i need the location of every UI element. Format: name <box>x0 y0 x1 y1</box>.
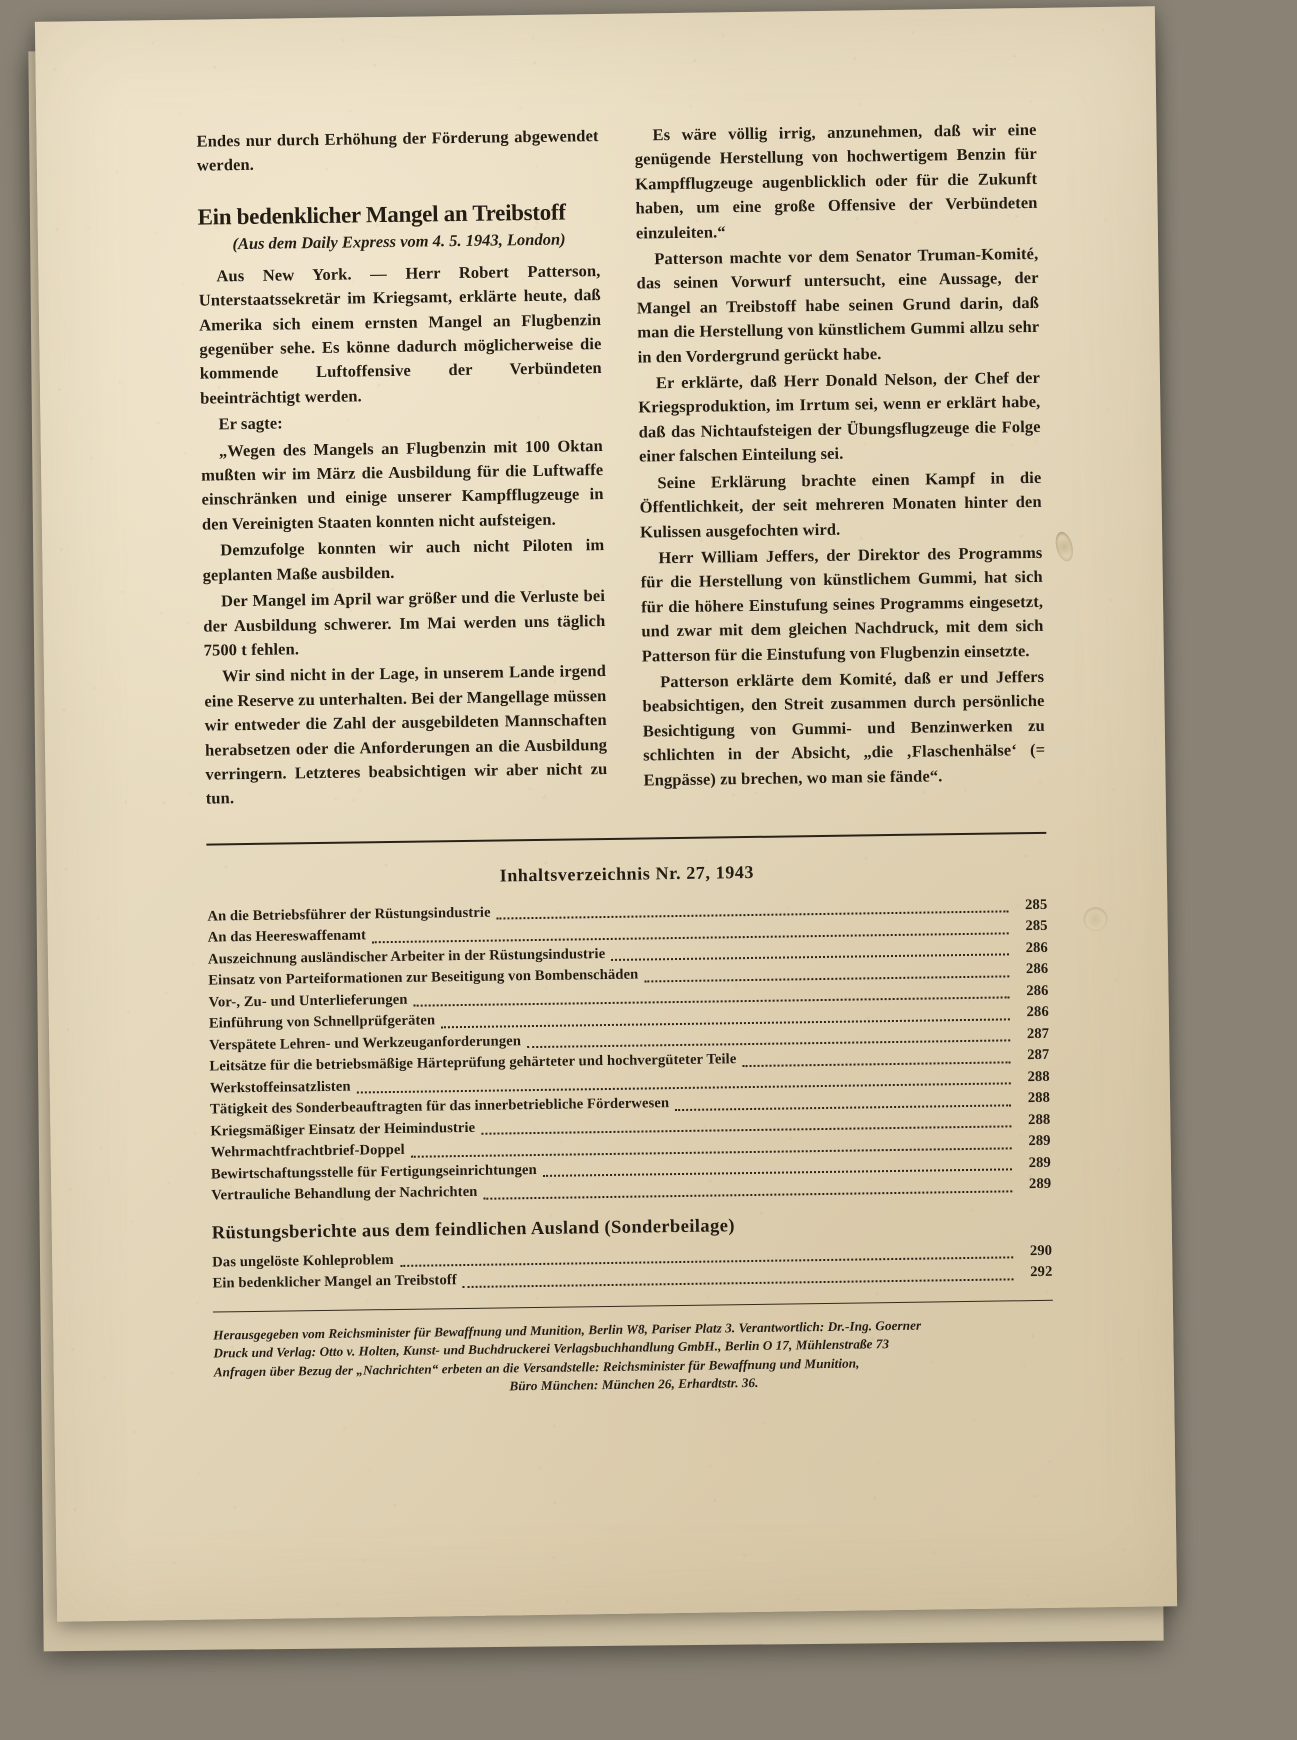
toc-entry-page: 286 <box>1026 1004 1049 1021</box>
toc-entry-label: Leitsätze für die betriebsmäßige Härteprüfung gehärteter und hochvergüteter Teile <box>209 1051 737 1075</box>
toc-entry-label: Werkstoffeinsatzlisten <box>209 1078 351 1097</box>
punch-hole-upper <box>1053 530 1076 563</box>
toc-entry-page: 286 <box>1025 939 1049 956</box>
toc-entry-label: Wehrmachtfrachtbrief-Doppel <box>210 1142 405 1161</box>
paragraph: Seine Erklärung brachte einen Kampf in die Öffentlichkeit, der seit mehreren Monaten hinter den Kulissen ausgefochten wird. <box>639 467 1042 541</box>
toc-entry-label: Vor-, Zu- und Unterlieferungen <box>208 991 408 1011</box>
toc-entry-page: 286 <box>1026 982 1049 999</box>
article-title: Ein bedenklicher Mangel an Treibstoff <box>197 199 566 230</box>
page-content <box>196 118 1054 1400</box>
toc-title: Inhaltsverzeichnis Nr. 27, 1943 <box>499 861 755 886</box>
paragraph: Aus New York. — Herr Robert Patterson, Unterstaatssekretär im Kriegsamt, erklärte heute, daß Amerika sich einem ernsten Mangel an Flugbenzin gegenüber sehe. Es könne dadurch möglicherweise die kommende Luftoffensive der Verbündeten beeinträchtigt werden. <box>198 260 602 408</box>
toc-entry-label: An das Heereswaffenamt <box>207 927 367 946</box>
toc-entry-page: 287 <box>1026 1025 1050 1042</box>
toc-leader-dots <box>675 1104 1011 1111</box>
continuation-paragraph: Endes nur durch Erhöhung der Förderung abgewendet werden. <box>196 126 599 176</box>
paragraph: Er sagte: <box>218 413 283 434</box>
toc-entry-page: 288 <box>1027 1090 1051 1107</box>
imprint-line-publisher: Herausgegeben vom Reichsminister für Bewaffnung und Munition, Berlin W8, Pariser Platz 3. Verantwortlich: Dr.-Ing. Goerner <box>213 1317 922 1343</box>
toc-entry-label: Das ungelöste Kohleproblem <box>212 1251 394 1271</box>
punch-hole-lower <box>1083 907 1107 931</box>
divider-above-toc <box>206 832 1046 846</box>
paragraph: Demzufolge konnten wir auch nicht Piloten im geplanten Maße ausbilden. <box>202 535 605 585</box>
toc-entry-page: 289 <box>1028 1133 1051 1150</box>
paragraph: Er erklärte, daß Herr Donald Nelson, der Chef der Kriegsproduktion, im Irrtum sei, wenn er erklärt habe, daß das Nichtaufsteigen der Übungsflugzeuge die Folge einer falschen Einteilung sei. <box>638 367 1041 466</box>
right-column <box>634 118 1046 807</box>
toc-entry-page: 288 <box>1027 1068 1050 1085</box>
toc-entry-label: Bewirtschaftungsstelle für Fertigungseinrichtungen <box>210 1161 537 1183</box>
toc-entry-label: Einsatz von Parteiformationen zur Beseitigung von Bombenschäden <box>208 966 639 989</box>
imprint-line-office: Büro München: München 26, Erhardtstr. 36. <box>509 1374 759 1394</box>
toc-entry-label: Vertrauliche Behandlung der Nachrichten <box>211 1184 478 1204</box>
toc-entry-label: Einführung von Schnellprüfgeräten <box>208 1012 436 1032</box>
article-columns <box>196 118 1045 813</box>
toc-entry-label: Kriegsmäßiger Einsatz der Heimindustrie <box>210 1119 476 1140</box>
paragraph: Patterson erklärte dem Komité, daß er und Jeffers beabsichtigen, den Streit zusammen durch persönliche Besichtigung von Gummi- und Benzinwerken zu schlichten in der Absicht, „die ‚Flaschenhälse‘ (= Engpässe) zu brechen, wo man sie fände“. <box>642 666 1046 790</box>
table-of-contents <box>206 832 1052 1296</box>
toc-section-title: Rüstungsberichte aus dem feindlichen Ausland (Sonderbeilage) <box>211 1215 735 1244</box>
article-source: (Aus dem Daily Express vom 4. 5. 1943, London) <box>232 229 566 253</box>
toc-entry-page: 289 <box>1028 1154 1052 1171</box>
toc-entry-page: 285 <box>1024 896 1048 913</box>
toc-entry-label: Verspätete Lehren- und Werkzeuganforderungen <box>209 1032 522 1054</box>
toc-entry-page: 289 <box>1028 1176 1052 1193</box>
document-sheet <box>35 6 1177 1621</box>
paragraph: Wir sind nicht in der Lage, in unserem Lande irgend eine Reserve zu unterhalten. Bei der Mangellage müssen wir entweder die Zahl der ausgebildeten Mannschaften herabsetzen oder die Anforderungen an die Ausbildung verringern. Letzteres beabsichtigen wir aber nicht zu tun. <box>204 661 608 808</box>
toc-entry-label: Ein bedenklicher Mangel an Treibstoff <box>212 1272 457 1292</box>
toc-entry-page: 287 <box>1027 1047 1050 1064</box>
paragraph: Herr William Jeffers, der Direktor des Programms für die Herstellung von künstlichem Gummi, hat sich für die höhere Einstufung seines Programms eingesetzt, und zwar mit dem gleichen Nachdruck, mit dem sich Patterson für die Einstufung von Flugbenzin einsetzte. <box>640 542 1044 666</box>
toc-leader-dots <box>484 1190 1013 1199</box>
toc-leader-dots <box>742 1061 1010 1067</box>
toc-entry-page: 292 <box>1030 1264 1053 1281</box>
imprint-block <box>213 1315 1054 1400</box>
left-column <box>196 124 608 813</box>
toc-entry-page: 285 <box>1025 918 1048 935</box>
toc-entry-page: 290 <box>1029 1242 1053 1259</box>
toc-entry-page: 286 <box>1025 961 1049 978</box>
imprint-line-subscription: Anfragen über Bezug der „Nachrichten“ erbeten an die Versandstelle: Reichsminister für Bewaffnung und Munition, <box>213 1355 860 1380</box>
toc-entry-page: 288 <box>1027 1111 1051 1128</box>
paragraph: Der Mangel im April war größer und die Verluste bei der Ausbildung schwerer. Im Mai werden uns täglich 7500 t fehlen. <box>203 586 606 660</box>
toc-entry-label: An die Betriebsführer der Rüstungsindustrie <box>207 904 491 925</box>
paragraph: Es wäre völlig irrig, anzunehmen, daß wir eine genügende Herstellung von hochwertigem Benzin für Kampfflugzeuge augenblicklich oder für die Zukunft haben, um eine große Offensive der Verbündeten einzuleiten.“ <box>634 119 1038 243</box>
imprint-line-printer: Druck und Verlag: Otto v. Holten, Kunst- und Buchdruckerei Verlagsbuchhandlung GmbH., Berlin O 17, Mühlenstraße 73 <box>213 1336 890 1361</box>
toc-entry-label: Tätigkeit des Sonderbeauftragten für das innerbetriebliche Förderwesen <box>209 1095 670 1118</box>
paragraph: „Wegen des Mangels an Flugbenzin mit 100 Oktan mußten wir im März die Ausbildung für die Luftwaffe einschränken und einige unserer Kampfflugzeuge in den Vereinigten Staaten konnten nicht aufsteigen. <box>201 435 604 534</box>
paragraph: Patterson machte vor dem Senator Truman-Komité, das seinen Vorwurf untersucht, eine Aussage, der Mangel an Treibstoff habe seinen Grund darin, daß man die Herstellung von künstlichem Gummi allzu sehr in den Vordergrund gerückt habe. <box>636 243 1040 367</box>
toc-entry-label: Auszeichnung ausländischer Arbeiter in der Rüstungsindustrie <box>207 945 606 968</box>
